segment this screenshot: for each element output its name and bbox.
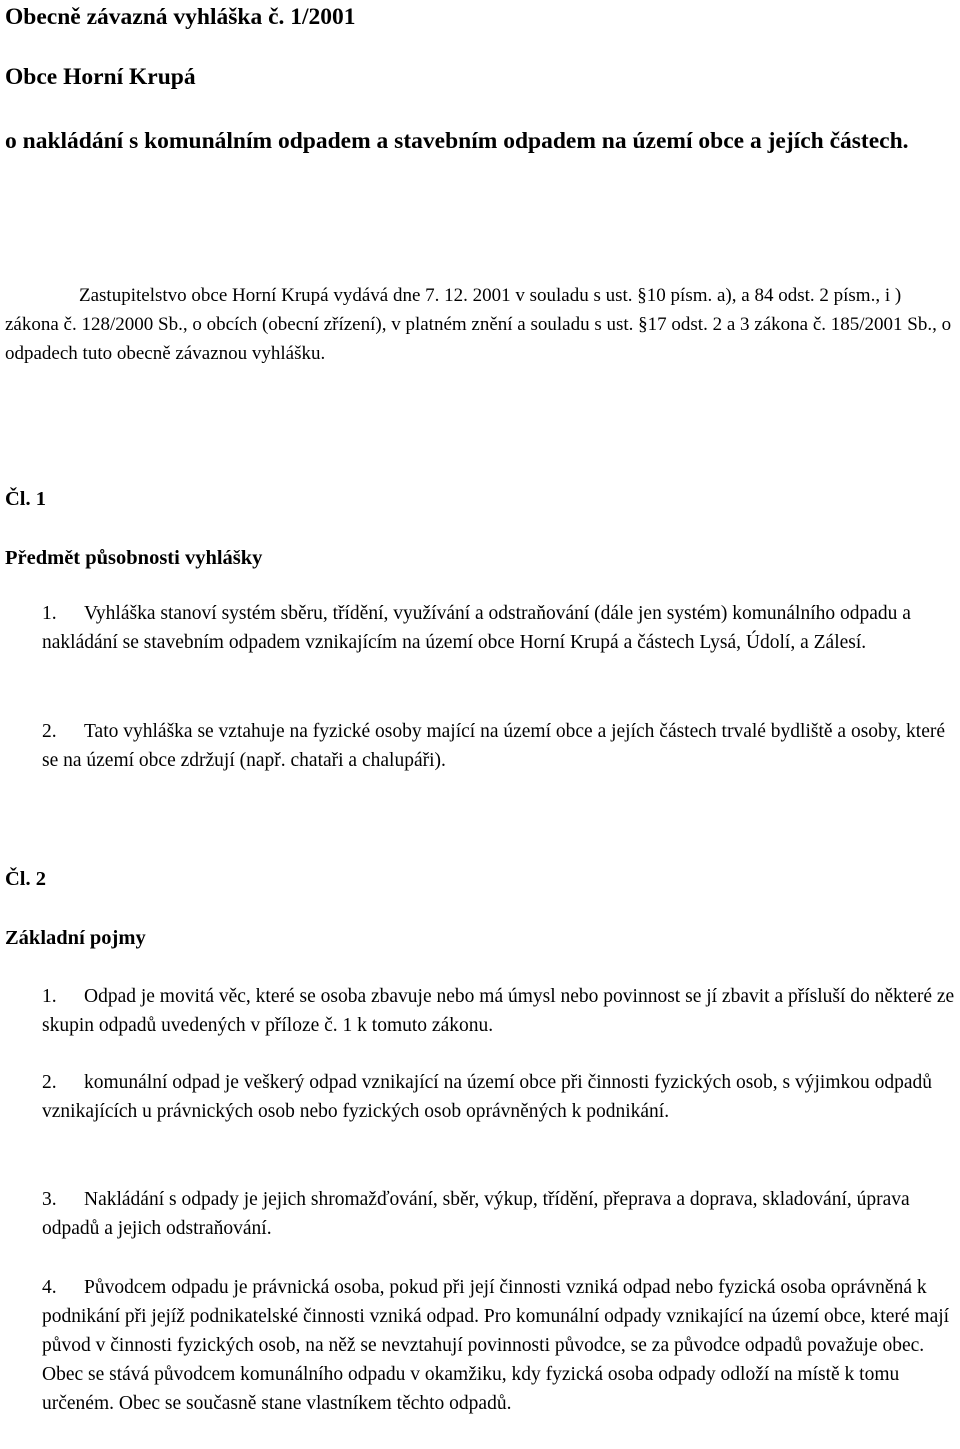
article-2-number: Čl. 2 <box>5 868 46 890</box>
article-2-heading: Základní pojmy <box>5 927 146 949</box>
document-title: Obecně závazná vyhláška č. 1/2001 <box>5 4 356 30</box>
article-2-item-4 <box>42 1273 958 1418</box>
item-text: komunální odpad je veškerý odpad vznikající na území obce při činnosti fyzických osob, s výjimkou odpadů vznikajících u právnických osob nebo fyzických osob oprávněných k podnikání. <box>42 1072 933 1122</box>
item-text: Vyhláška stanoví systém sběru, třídění, využívání a odstraňování (dále jen systém) komunálního odpadu a nakládání se stavebním odpadem vznikajícím na území obce Horní Krupá a částech Lysá, Údolí, a Zálesí. <box>42 603 911 653</box>
article-1-item-2 <box>42 717 958 775</box>
item-number: 1. <box>42 986 57 1007</box>
item-number: 3. <box>42 1189 57 1210</box>
item-number: 1. <box>42 603 57 624</box>
item-text: Tato vyhláška se vztahuje na fyzické osoby mající na území obce a jejích částech trvalé bydliště a osoby, které se na území obce zdržují (např. chataři a chalupáři). <box>42 721 945 771</box>
article-2-item-3 <box>42 1185 958 1243</box>
item-number: 2. <box>42 1072 57 1093</box>
article-2-item-1 <box>42 982 958 1040</box>
article-2-item-2 <box>42 1068 958 1126</box>
document-subject: o nakládání s komunálním odpadem a stavebním odpadem na území obce a jejích částech. <box>5 128 909 154</box>
item-text: Odpad je movitá věc, které se osoba zbavuje nebo má úmysl nebo povinnost se jí zbavit a přísluší do některé ze skupin odpadů uvedených v příloze č. 1 k tomuto zákonu. <box>42 986 955 1036</box>
item-text: Nakládání s odpady je jejich shromažďování, sběr, výkup, třídění, přeprava a doprava, skladování, úprava odpadů a jejich odstraňování. <box>42 1189 910 1239</box>
article-1-number: Čl. 1 <box>5 488 46 510</box>
article-1-heading: Předmět působnosti vyhlášky <box>5 547 263 569</box>
item-text: Původcem odpadu je právnická osoba, pokud při její činnosti vzniká odpad nebo fyzická osoba oprávněná k podnikání při jejíž podnikatelské činnosti vzniká odpad. Pro komunální odpady vznikající na území obce, které mají původ v činnosti fyzických osob, na něž se nevztahují povinnosti původce, se za původce odpadů považuje obec. Obec se stává původcem komunálního odpadu v okamžiku, kdy fyzická osoba odpady odloží na místě k tomu určeném. Obec se současně stane vlastníkem těchto odpadů. <box>42 1277 950 1414</box>
item-number: 4. <box>42 1277 57 1298</box>
article-1-item-1 <box>42 599 958 657</box>
item-number: 2. <box>42 721 57 742</box>
intro-paragraph: Zastupitelstvo obce Horní Krupá vydává dne 7. 12. 2001 v souladu s ust. §10 písm. a), a 84 odst. 2 písm., i ) zákona č. 128/2000 Sb., o obcích (obecní zřízení), v platném znění a souladu s ust. §17 odst. 2 a 3 zákona č. 185/2001 Sb., o odpadech tuto obecně závaznou vyhlášku. <box>5 285 952 364</box>
municipality-name: Obce Horní Krupá <box>5 64 196 90</box>
